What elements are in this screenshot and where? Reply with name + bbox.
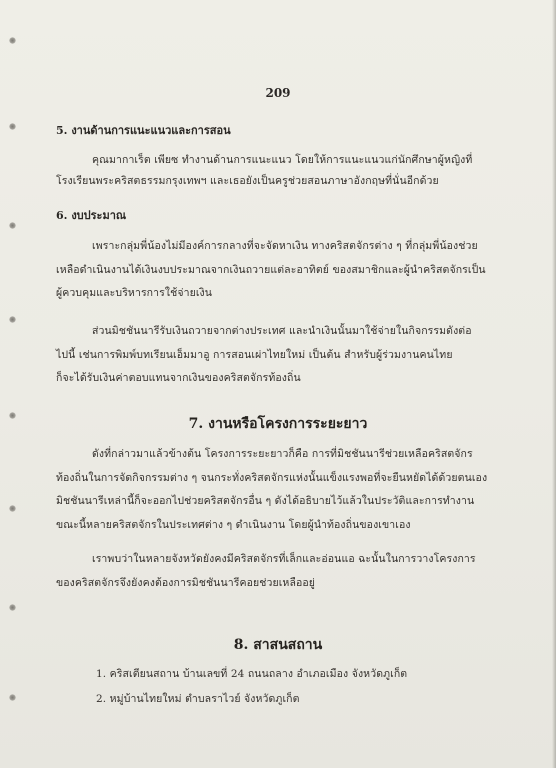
binding-hole — [9, 37, 16, 44]
binding-hole — [9, 505, 16, 512]
binding-hole — [9, 694, 16, 701]
section-7-line: ท้องถิ่นในการจัดกิจกรรมต่าง ๆ จนกระทั่งคริสตจักรแห่งนั้นแข็งแรงพอที่จะยืนหยัดได้ด้วยตนเอง — [56, 472, 488, 484]
section-6-line: ไปนี้ เช่นการพิมพ์บทเรียนเอ็มมาอู การสอนเผ่าไทยใหม่ เป็นต้น สำหรับผู้ร่วมงานคนไทย — [56, 349, 453, 361]
section-5-line: คุณมากาเร็ต เพียซ ทำงานด้านการแนะแนว โดยให้การแนะแนวแก่นักศึกษาผู้หญิงที่ — [92, 154, 473, 166]
section-6-heading: 6. งบประมาณ — [56, 209, 127, 222]
section-6-line: ผู้ควบคุมและบริหารการใช้จ่ายเงิน — [56, 287, 213, 299]
section-7-heading: 7. งานหรือโครงการระยะยาว — [188, 416, 368, 432]
section-7-line: ขณะนี้หลายคริสตจักรในประเทศต่าง ๆ ดำเนินงาน โดยผู้นำท้องถิ่นของเขาเอง — [56, 519, 411, 531]
section-7-line: ดังที่กล่าวมาแล้วข้างต้น โครงการระยะยาวก็คือ การที่มิชชันนารีช่วยเหลือคริสตจักร — [92, 448, 473, 460]
section-6-line: ส่วนมิชชันนารีรับเงินถวายจากต่างประเทศ และนำเงินนั้นมาใช้จ่ายในกิจกรรมดังต่อ — [92, 325, 472, 337]
binding-hole — [9, 222, 16, 229]
page-number: 209 — [265, 86, 291, 100]
section-7-line: ของคริสตจักรจึงยังคงต้องการมิชชันนารีคอยช่วยเหลืออยู่ — [56, 577, 316, 589]
binding-hole — [9, 123, 16, 130]
binding-hole — [9, 316, 16, 323]
section-5-line: โรงเรียนพระคริสตธรรมกรุงเทพฯ และเธอยังเป็นครูช่วยสอนภาษาอังกฤษที่นั่นอีกด้วย — [56, 175, 439, 187]
address-item: 2. หมู่บ้านไทยใหม่ ตำบลราไวย์ จังหวัดภูเก็ต — [96, 693, 300, 705]
binding-hole — [9, 604, 16, 611]
section-6-line: เหลือดำเนินงานได้เงินงบประมาณจากเงินถวายแต่ละอาทิตย์ ของสมาชิกและผู้นำคริสตจักรเป็น — [56, 264, 486, 276]
section-8-heading: 8. สาสนสถาน — [233, 637, 323, 653]
section-6-line: เพราะกลุ่มพี่น้องไม่มีองค์การกลางที่จะจัดหาเงิน ทางคริสตจักรต่าง ๆ ที่กลุ่มพี่น้องช่วย — [92, 240, 478, 252]
address-item: 1. คริสเตียนสถาน บ้านเลขที่ 24 ถนนถลาง อำเภอเมือง จังหวัดภูเก็ต — [96, 668, 408, 680]
section-7-line: เราพบว่าในหลายจังหวัดยังคงมีคริสตจักรที่เล็กและอ่อนแอ ฉะนั้นในการวางโครงการ — [92, 553, 476, 565]
section-7-line: มิชชันนารีเหล่านี้ก็จะออกไปช่วยคริสตจักรอื่น ๆ ดังได้อธิบายไว้แล้วในประวัติและการทำงาน — [56, 495, 475, 507]
section-6-line: ก็จะได้รับเงินค่าตอบแทนจากเงินของคริสตจักรท้องถิ่น — [56, 372, 301, 384]
section-5-heading: 5. งานด้านการแนะแนวและการสอน — [56, 124, 231, 137]
